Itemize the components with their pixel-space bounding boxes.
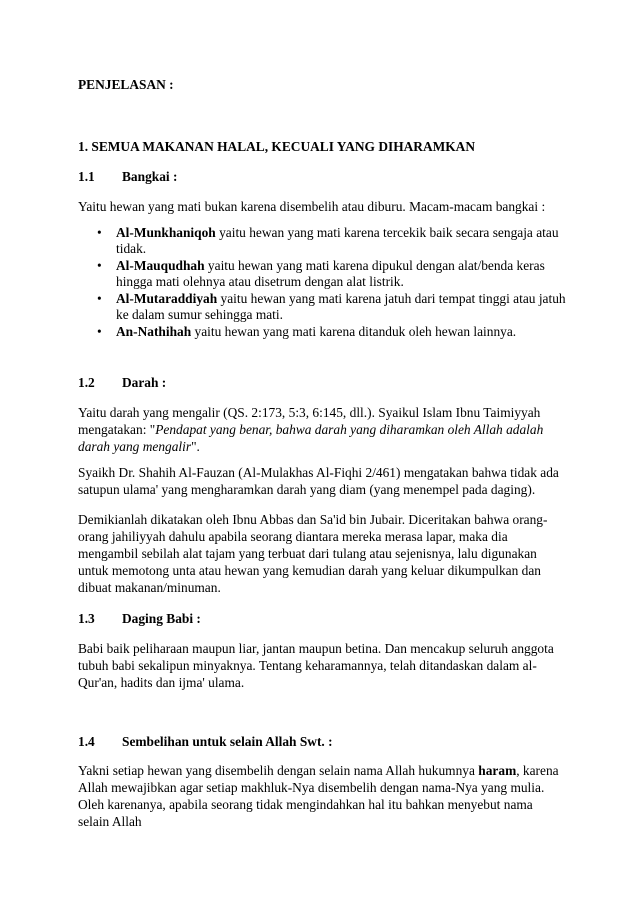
heading-number: 1.3 — [78, 611, 95, 626]
quote-text: Pendapat yang benar, bahwa darah yang diharamkan oleh Allah adalah darah yang mengalir — [78, 422, 544, 454]
emphasis-text: haram — [478, 763, 517, 778]
list-item-term: Al-Mauqudhah — [116, 258, 205, 273]
heading-text: Daging Babi : — [122, 611, 201, 626]
list-item-term: Al-Mutaraddiyah — [116, 291, 218, 306]
paragraph-text: ". — [191, 439, 200, 454]
heading-1-2 — [78, 374, 566, 391]
paragraph-text: Yakni setiap hewan yang disembelih dengan selain nama Allah hukumnya — [78, 763, 479, 778]
darah-paragraph-1 — [78, 404, 566, 455]
heading-1-3 — [78, 610, 566, 627]
section-title: 1. SEMUA MAKANAN HALAL, KECUALI YANG DIHARAMKAN — [78, 139, 476, 154]
bullet-icon: • — [97, 225, 102, 240]
bangkai-list — [78, 225, 566, 341]
heading-text: Bangkai : — [122, 169, 178, 184]
bullet-icon: • — [97, 324, 102, 339]
list-item — [78, 258, 566, 290]
heading-number: 1.1 — [78, 169, 95, 184]
heading-1-1 — [78, 168, 566, 185]
heading-1-4 — [78, 733, 566, 750]
heading-text: Sembelihan untuk selain Allah Swt. : — [122, 734, 333, 749]
heading-number: 1.4 — [78, 734, 95, 749]
paragraph-text: , karena Allah mewajibkan agar setiap makhluk-Nya disembelih dengan nama-Nya yang mulia. Oleh karenanya, apabila seorang tidak mengindahkan hal itu bahkan menyebut nama selain Allah — [78, 763, 559, 829]
heading-number: 1.2 — [78, 375, 95, 390]
list-item — [78, 291, 566, 323]
sembelihan-paragraph — [78, 762, 566, 830]
list-item — [78, 225, 566, 257]
babi-paragraph: Babi baik peliharaan maupun liar, jantan maupun betina. Dan mencakup seluruh anggota tubuh babi sekalipun minyaknya. Tentang keharamannya, telah ditandaskan dalam al-Qur'an, hadits dan ijma' ulama. — [78, 641, 554, 690]
list-item-desc: yaitu hewan yang mati karena jatuh dari tempat tinggi atau jatuh ke dalam sumur sehingga mati. — [116, 291, 566, 322]
heading-text: Darah : — [122, 375, 167, 390]
list-item-term: An-Nathihah — [116, 324, 192, 339]
document-title: PENJELASAN : — [78, 77, 174, 92]
list-item — [78, 324, 566, 340]
list-item-desc: yaitu hewan yang mati karena dipukul dengan alat/benda keras hingga mati olehnya atau disetrum dengan alat listrik. — [116, 258, 545, 289]
list-item-desc: yaitu hewan yang mati karena ditanduk oleh hewan lainnya. — [191, 324, 517, 339]
list-item-desc: yaitu hewan yang mati karena tercekik baik secara sengaja atau tidak. — [116, 225, 559, 256]
paragraph-text: Yaitu darah yang mengalir (QS. 2:173, 5:3, 6:145, dll.). Syaikul Islam Ibnu Taimiyyah mengatakan: " — [78, 405, 541, 437]
bangkai-intro: Yaitu hewan yang mati bukan karena disembelih atau diburu. Macam-macam bangkai : — [78, 199, 546, 214]
darah-paragraph-2: Syaikh Dr. Shahih Al-Fauzan (Al-Mulakhas Al-Fiqhi 2/461) mengatakan bahwa tidak ada satupun ulama' yang mengharamkan darah yang diam (yang menempel pada daging). — [78, 465, 559, 497]
bullet-icon: • — [97, 291, 102, 306]
bullet-icon: • — [97, 258, 102, 273]
list-item-term: Al-Munkhaniqoh — [116, 225, 216, 240]
darah-paragraph-3: Demikianlah dikatakan oleh Ibnu Abbas dan Sa'id bin Jubair. Diceritakan bahwa orang-orang jahiliyyah dahulu apabila seorang diantara mereka merasa lapar, maka dia mengambil sebilah alat tajam yang terbuat dari tulang atau sejenisnya, lalu digunakan untuk memotong unta atau hewan yang kemudian darah yang keluar dikumpulkan dan dibuat makanan/minuman. — [78, 512, 548, 595]
